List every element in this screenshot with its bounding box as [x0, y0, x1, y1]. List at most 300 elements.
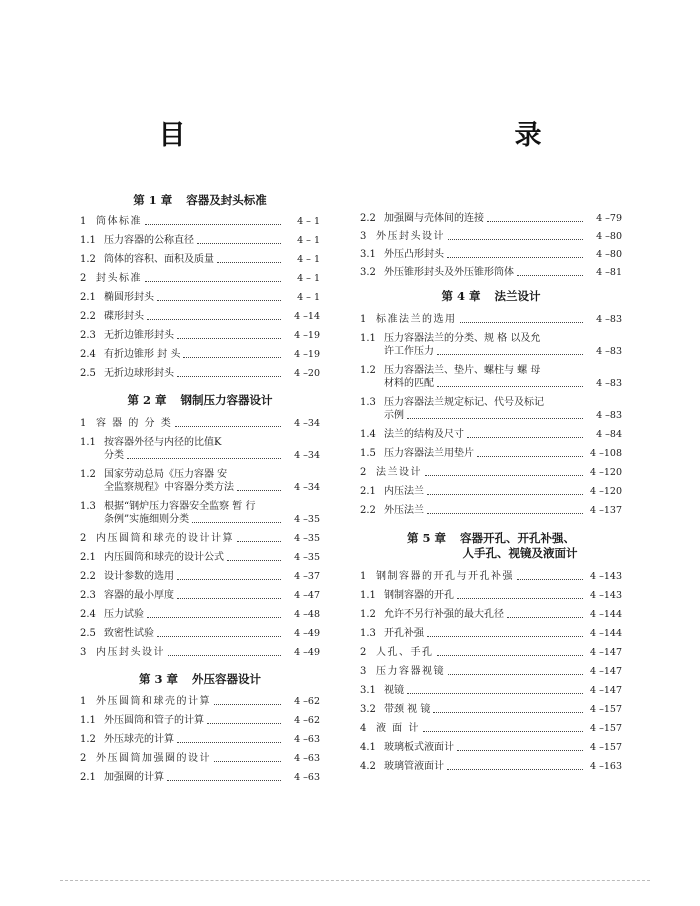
- leader-dots: [214, 704, 281, 705]
- entry-title-line2: [384, 409, 586, 422]
- entry-number: 4: [360, 723, 367, 735]
- entry-title: 法兰设计: [376, 467, 422, 479]
- entry-text: [384, 504, 586, 517]
- entry-text: [104, 367, 284, 380]
- leader-dots: [175, 426, 281, 427]
- entry-page: 4 –80: [596, 231, 622, 242]
- leader-dots: [177, 338, 281, 339]
- toc-entry: [360, 396, 622, 422]
- entry-number: 3: [360, 666, 367, 678]
- toc-entry: [80, 348, 320, 361]
- chapter-title: 法兰设计: [494, 289, 541, 303]
- entry-page: 4 –34: [294, 449, 320, 461]
- entry-title-continued: 材料的匹配: [384, 378, 434, 390]
- entry-page: 4 –62: [294, 715, 320, 727]
- entry-number: 1.2: [80, 468, 96, 480]
- entry-title: 碟形封头: [104, 311, 144, 323]
- leader-dots: [477, 456, 583, 457]
- entry-page: 4 – 1: [297, 254, 320, 266]
- entry-page: 4 –137: [590, 505, 622, 517]
- entry-title: 筒体的容积、面积及质量: [104, 254, 214, 266]
- entry-number: 2.4: [80, 349, 96, 361]
- entry-number: 2.1: [360, 486, 376, 498]
- toc-entry: [360, 722, 622, 735]
- entry-number: 1.4: [360, 429, 376, 441]
- chapter-title: 容器及封头标准: [186, 193, 267, 207]
- entry-title: 玻璃管液面计: [384, 761, 444, 773]
- entry-text: [96, 646, 284, 659]
- entry-text: [104, 500, 284, 526]
- entry-page: 4 –147: [590, 647, 622, 659]
- chapter-heading: [360, 289, 622, 303]
- entry-text: [376, 466, 586, 479]
- bottom-divider: [60, 880, 650, 881]
- entry-number: 1.2: [80, 254, 96, 266]
- entry-page: 4 –143: [590, 571, 622, 583]
- entry-title-continued: 全监察规程》中容器分类方法: [104, 481, 234, 493]
- entry-title: 外压圆筒加强圈的设计: [96, 753, 211, 765]
- entry-number: 1: [80, 216, 87, 228]
- leader-dots: [407, 693, 583, 694]
- entry-number: 2: [360, 647, 367, 659]
- entry-number: 1.1: [80, 235, 96, 247]
- entry-page: 4 –120: [590, 467, 622, 479]
- leader-dots: [207, 723, 281, 724]
- entry-title: 压力容器的公称直径: [104, 235, 194, 247]
- entry-page: 4 –83: [596, 314, 622, 326]
- entry-number: 2: [80, 753, 87, 765]
- entry-number: 1: [360, 571, 367, 583]
- leader-dots: [457, 750, 583, 751]
- entry-text: [384, 428, 586, 441]
- entry-title: 内压封头设计: [96, 646, 165, 658]
- entry-title: 内压圆筒和球壳的设计公式: [104, 551, 224, 563]
- toc-entry: [360, 212, 622, 225]
- entry-page: 4 –144: [590, 628, 622, 640]
- leader-dots: [177, 579, 281, 580]
- toc-entry: [80, 272, 320, 285]
- entry-text: [104, 627, 284, 640]
- toc-list: [360, 212, 622, 279]
- chapter-title: 外压容器设计: [192, 671, 261, 686]
- entry-number: 4.1: [360, 742, 376, 754]
- leader-dots: [177, 742, 281, 743]
- entry-title: 外压封头设计: [376, 231, 445, 242]
- toc-entry: [360, 703, 622, 716]
- entry-number: 3: [80, 646, 87, 658]
- entry-title: 外压圆筒和管子的计算: [104, 715, 204, 727]
- entry-page: 4 –157: [590, 723, 622, 735]
- entry-title: 封头标准: [96, 273, 142, 285]
- entry-text: [376, 646, 586, 659]
- entry-number: 2.2: [80, 311, 96, 323]
- toc-entry: [360, 428, 622, 441]
- entry-number: 3: [360, 231, 367, 242]
- entry-page: 4 –157: [590, 704, 622, 716]
- entry-title: 筒体标准: [96, 216, 142, 228]
- leader-dots: [197, 243, 281, 244]
- leader-dots: [192, 522, 281, 523]
- entry-title: 压力容器法兰用垫片: [384, 448, 474, 460]
- leader-dots: [457, 598, 583, 599]
- entry-text: [384, 760, 586, 773]
- entry-text: [104, 608, 284, 621]
- entry-title: 标准法兰的选用: [376, 314, 457, 326]
- entry-title-line1: 压力容器法兰、垫片、螺柱与 螺 母: [384, 365, 541, 377]
- entry-text: [104, 436, 284, 462]
- entry-number: 1: [360, 314, 367, 326]
- entry-title: 设计参数的选用: [104, 570, 174, 582]
- leader-dots: [145, 224, 281, 225]
- toc-entry: [80, 291, 320, 304]
- entry-title: 有折边锥形 封 头: [104, 349, 181, 361]
- leader-dots: [217, 262, 281, 263]
- toc-entry: [80, 551, 320, 564]
- toc-entry: [80, 215, 320, 228]
- entry-text: [96, 532, 284, 545]
- chapter-title: 钢制压力容器设计: [180, 393, 273, 408]
- entry-number: 3.2: [360, 267, 376, 278]
- entry-title: 容器的最小厚度: [104, 589, 174, 601]
- entry-title: 外压法兰: [384, 505, 424, 517]
- entry-page: 4 –34: [294, 481, 320, 493]
- entry-text: [376, 722, 586, 735]
- entry-title-continued: 许工作压力: [384, 346, 434, 358]
- toc-entry: [80, 367, 320, 380]
- toc-list: [80, 695, 320, 784]
- entry-text: [96, 417, 284, 430]
- chapter-title-line2: 人手孔、视镜及液面计: [462, 545, 578, 560]
- leader-dots: [460, 322, 584, 323]
- leader-dots: [127, 458, 281, 459]
- leader-dots: [168, 655, 281, 656]
- toc-entry: [360, 665, 622, 678]
- entry-title: 容 器 的 分 类: [96, 417, 173, 429]
- entry-text: [384, 589, 586, 602]
- leader-dots: [427, 494, 583, 495]
- entry-text: [104, 733, 284, 746]
- entry-title-line1: 根据“钢炉压力容器安全监察 暂 行: [104, 500, 256, 512]
- entry-page: 4 –35: [294, 551, 320, 563]
- entry-text: [104, 253, 284, 266]
- leader-dots: [147, 319, 281, 320]
- toc-entry: [80, 500, 320, 526]
- entry-text: [384, 485, 586, 498]
- toc-entry: [80, 714, 320, 727]
- entry-page: 4 –48: [294, 608, 320, 620]
- leader-dots: [227, 560, 281, 561]
- entry-title: 钢制容器的开孔与开孔补强: [376, 571, 514, 583]
- toc-entry: [80, 589, 320, 602]
- entry-page: 4 –143: [590, 590, 622, 602]
- toc-entry: [80, 771, 320, 784]
- entry-title-line1: 国家劳动总局《压力容器 安: [104, 468, 228, 480]
- leader-dots: [467, 437, 583, 438]
- entry-text: [384, 684, 586, 697]
- entry-number: 2.1: [80, 772, 96, 784]
- toc-entry: [80, 695, 320, 708]
- chapter-heading: [80, 393, 320, 407]
- toc-entry: [80, 329, 320, 342]
- leader-dots: [177, 376, 281, 377]
- entry-number: 1.2: [360, 365, 376, 377]
- leader-dots: [517, 579, 583, 580]
- entry-title: 钢制容器的开孔: [384, 590, 454, 602]
- leader-dots: [427, 636, 583, 637]
- entry-page: 4 –163: [590, 761, 622, 773]
- leader-dots: [425, 475, 583, 476]
- entry-text: [104, 291, 284, 304]
- entry-number: 1.3: [360, 628, 376, 640]
- entry-title: 外压圆筒和球壳的计算: [96, 696, 211, 708]
- entry-text: [96, 752, 284, 765]
- entry-title: 压力试验: [104, 608, 144, 620]
- entry-page: 4 –20: [294, 368, 320, 380]
- toc-entry: [360, 313, 622, 326]
- entry-page: 4 –14: [294, 311, 320, 323]
- toc-entry: [80, 752, 320, 765]
- entry-number: 2.5: [80, 627, 96, 639]
- leader-dots: [448, 239, 583, 240]
- entry-text: [384, 266, 586, 279]
- entry-text: [104, 589, 284, 602]
- entry-number: 1.1: [80, 436, 96, 448]
- leader-dots: [147, 617, 281, 618]
- entry-number: 1: [80, 417, 87, 429]
- entry-number: 1: [80, 696, 87, 708]
- leader-dots: [167, 780, 281, 781]
- leader-dots: [517, 275, 583, 276]
- entry-text: [376, 665, 586, 678]
- toc-entry: [80, 627, 320, 640]
- entry-text: [104, 771, 284, 784]
- chapter-heading: [80, 193, 320, 207]
- entry-page: 4 –63: [294, 734, 320, 746]
- entry-number: 2.3: [80, 330, 96, 342]
- entry-title-line2: [104, 513, 284, 526]
- toc-entry: [360, 364, 622, 390]
- toc-entry: [360, 266, 622, 279]
- leader-dots: [157, 636, 281, 637]
- toc-entry: [360, 332, 622, 358]
- entry-number: 1.2: [360, 609, 376, 621]
- toc-entry: [360, 485, 622, 498]
- entry-number: 2: [360, 467, 367, 479]
- entry-page: 4 – 1: [297, 235, 320, 247]
- entry-title: 致密性试验: [104, 627, 154, 639]
- entry-page: 4 – 1: [297, 216, 320, 228]
- entry-text: [376, 570, 586, 583]
- entry-page: 4 –62: [294, 696, 320, 708]
- entry-title: 液 面 计: [376, 723, 420, 735]
- entry-number: 2.2: [80, 570, 96, 582]
- entry-title: 玻璃板式液面计: [384, 742, 454, 754]
- entry-title-continued: 示例: [384, 410, 404, 422]
- entry-page: 4 – 1: [297, 292, 320, 304]
- entry-text: [96, 215, 284, 228]
- entry-number: 1.3: [80, 500, 96, 512]
- toc-entry: [360, 646, 622, 659]
- entry-page: 4 –84: [596, 429, 622, 441]
- chapter-number: 第 5 章: [406, 531, 446, 546]
- entry-title: 允许不另行补强的最大孔径: [384, 609, 504, 621]
- leader-dots: [145, 281, 281, 282]
- entry-title: 加强圈的计算: [104, 772, 164, 784]
- entry-number: 3.1: [360, 249, 376, 260]
- entry-text: [384, 447, 586, 460]
- toc-entry: [80, 253, 320, 266]
- entry-number: 2.5: [80, 368, 96, 380]
- leader-dots: [507, 617, 583, 618]
- entry-number: 2.2: [360, 505, 376, 517]
- entry-page: 4 –49: [294, 646, 320, 658]
- entry-text: [384, 703, 586, 716]
- entry-text: [104, 714, 284, 727]
- entry-page: 4 –83: [596, 410, 622, 422]
- entry-title: 无折边锥形封头: [104, 330, 174, 342]
- entry-text: [384, 212, 586, 225]
- page-title: 目 录: [158, 120, 604, 151]
- entry-page: 4 –63: [294, 772, 320, 784]
- entry-page: 4 –108: [590, 448, 622, 460]
- toc-entry: [360, 684, 622, 697]
- entry-number: 1.2: [80, 734, 96, 746]
- entry-text: [96, 272, 284, 285]
- entry-number: 1.1: [80, 715, 96, 727]
- entry-page: 4 –157: [590, 742, 622, 754]
- entry-title: 内压圆筒和球壳的设计计算: [96, 532, 234, 544]
- entry-title: 外压锥形封头及外压锥形筒体: [384, 267, 514, 278]
- leader-dots: [157, 300, 281, 301]
- entry-text: [384, 364, 586, 390]
- entry-number: 3.1: [360, 685, 376, 697]
- entry-text: [104, 348, 284, 361]
- entry-title-continued: 分类: [104, 449, 124, 461]
- toc-list: [80, 417, 320, 659]
- entry-title-line2: [384, 377, 586, 390]
- toc-entry: [360, 466, 622, 479]
- entry-number: 2: [80, 532, 87, 544]
- toc-entry: [80, 646, 320, 659]
- leader-dots: [448, 674, 583, 675]
- leader-dots: [433, 712, 583, 713]
- entry-text: [376, 313, 586, 326]
- entry-number: 2.2: [360, 213, 376, 224]
- toc-entry: [360, 447, 622, 460]
- entry-title-line1: 压力容器法兰的分类、规 格 以及允: [384, 333, 541, 345]
- toc-entry: [80, 468, 320, 494]
- entry-page: 4 – 1: [297, 273, 320, 285]
- toc-entry: [360, 589, 622, 602]
- entry-text: [384, 608, 586, 621]
- entry-text: [104, 234, 284, 247]
- entry-number: 2: [80, 273, 87, 285]
- entry-title-continued: 条例”实施细则分类: [104, 513, 190, 525]
- leader-dots: [237, 490, 281, 491]
- entry-number: 1.1: [360, 590, 376, 602]
- entry-title: 无折边球形封头: [104, 368, 174, 380]
- entry-title: 椭圆形封头: [104, 292, 154, 304]
- entry-page: 4 –19: [294, 330, 320, 342]
- entry-text: [104, 310, 284, 323]
- leader-dots: [177, 598, 281, 599]
- entry-title-line1: 压力容器法兰规定标记、代号及标记: [384, 397, 544, 409]
- toc-list: [360, 313, 622, 517]
- entry-number: 2.4: [80, 608, 96, 620]
- entry-title-line2: [104, 449, 284, 462]
- entry-title: 外压球壳的计算: [104, 734, 174, 746]
- entry-page: 4 –83: [596, 378, 622, 390]
- entry-title: 带颈 视 镜: [384, 704, 431, 716]
- entry-text: [376, 230, 586, 243]
- toc-entry: [80, 532, 320, 545]
- toc-entry: [80, 234, 320, 247]
- entry-page: 4 –144: [590, 609, 622, 621]
- entry-text: [384, 396, 586, 422]
- leader-dots: [407, 418, 583, 419]
- toc-entry: [80, 733, 320, 746]
- leader-dots: [437, 386, 583, 387]
- entry-page: 4 –35: [294, 513, 320, 525]
- toc-entry: [80, 570, 320, 583]
- entry-title-line2: [384, 345, 586, 358]
- entry-page: 4 –80: [596, 249, 622, 260]
- toc-entry: [360, 504, 622, 517]
- chapter-number: 第 4 章: [441, 289, 481, 303]
- entry-title-line2: [104, 481, 284, 494]
- entry-number: 2.1: [80, 292, 96, 304]
- entry-title: 法兰的结构及尺寸: [384, 429, 464, 441]
- toc-entry: [360, 230, 622, 243]
- entry-title: 视镜: [384, 685, 404, 697]
- entry-number: 4.2: [360, 761, 376, 773]
- entry-title: 压力容器视镜: [376, 666, 445, 678]
- entry-page: 4 –47: [294, 589, 320, 601]
- entry-title: 外压凸形封头: [384, 249, 444, 260]
- entry-page: 4 –83: [596, 346, 622, 358]
- toc-right-column: [360, 212, 622, 779]
- entry-text: [96, 695, 284, 708]
- entry-title: 开孔补强: [384, 628, 424, 640]
- chapter-title: 容器开孔、开孔补强、: [460, 531, 575, 546]
- leader-dots: [447, 257, 583, 258]
- entry-text: [104, 468, 284, 494]
- entry-page: 4 –34: [294, 417, 320, 429]
- entry-page: 4 –35: [294, 532, 320, 544]
- toc-entry: [360, 570, 622, 583]
- entry-title: 人孔、手孔: [376, 647, 434, 659]
- entry-page: 4 –120: [590, 486, 622, 498]
- entry-number: 2.1: [80, 551, 96, 563]
- leader-dots: [437, 655, 584, 656]
- entry-title: 内压法兰: [384, 486, 424, 498]
- chapter-number: 第 3 章: [138, 671, 178, 686]
- entry-text: [384, 627, 586, 640]
- toc-entry: [360, 608, 622, 621]
- entry-page: 4 –63: [294, 753, 320, 765]
- entry-page: 4 –37: [294, 570, 320, 582]
- leader-dots: [447, 769, 583, 770]
- entry-text: [384, 332, 586, 358]
- leader-dots: [214, 761, 281, 762]
- leader-dots: [423, 731, 583, 732]
- chapter-number: 第 1 章: [133, 193, 173, 207]
- toc-entry: [80, 310, 320, 323]
- entry-page: 4 –49: [294, 627, 320, 639]
- leader-dots: [437, 354, 583, 355]
- entry-number: 1.1: [360, 333, 376, 345]
- entry-number: 2.3: [80, 589, 96, 601]
